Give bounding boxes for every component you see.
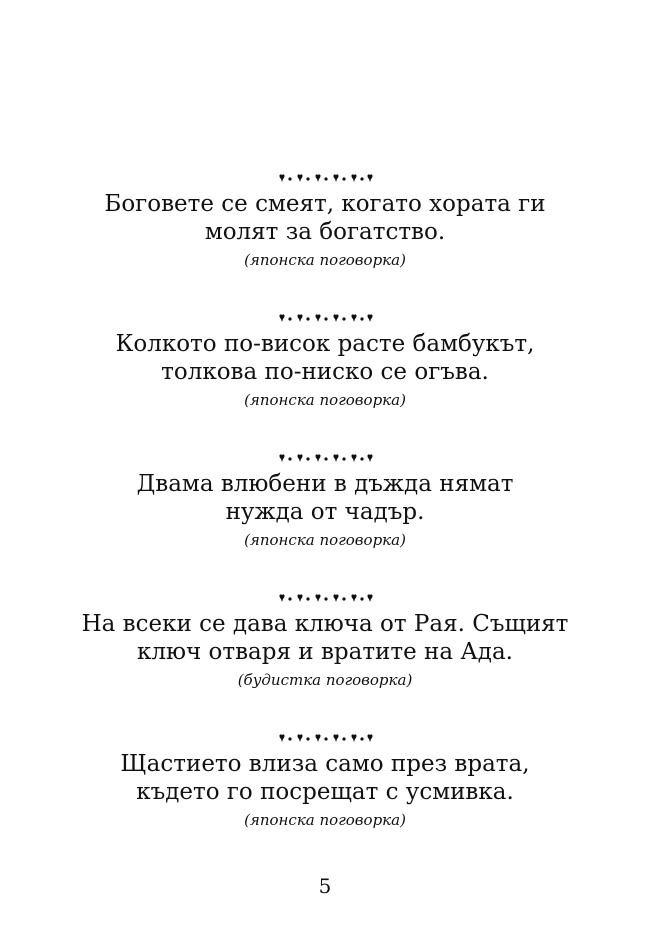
proverb-line: Боговете се смеят, когато хората ги bbox=[104, 191, 546, 217]
proverb-line: толкова по-ниско се огъва. bbox=[161, 359, 489, 385]
proverb-entry bbox=[0, 726, 650, 866]
proverb-entry bbox=[0, 306, 650, 446]
ornament-divider-icon bbox=[0, 166, 650, 190]
proverb-line: молят за богатство. bbox=[204, 219, 446, 245]
proverb-line: ключ отваря и вратите на Ада. bbox=[137, 639, 513, 665]
proverb-text bbox=[0, 330, 650, 386]
proverb-entry bbox=[0, 446, 650, 586]
proverb-text bbox=[0, 610, 650, 666]
ornament-divider-icon bbox=[0, 726, 650, 750]
page-number: 5 bbox=[318, 874, 332, 898]
proverb-line: На всеки се дава ключа от Рая. Същият bbox=[81, 611, 569, 637]
proverbs-list bbox=[0, 166, 650, 866]
proverb-line: Колкото по-висок расте бамбукът, bbox=[115, 331, 535, 357]
proverb-line: където го посрещат с усмивка. bbox=[136, 779, 514, 805]
proverb-text bbox=[0, 750, 650, 806]
ornament-divider-icon bbox=[0, 306, 650, 330]
proverb-entry bbox=[0, 166, 650, 306]
proverb-text bbox=[0, 470, 650, 526]
proverb-source: (японска поговорка) bbox=[244, 251, 406, 269]
proverb-source: (японска поговорка) bbox=[244, 391, 406, 409]
proverb-source: (японска поговорка) bbox=[244, 531, 406, 549]
ornament-divider-icon bbox=[0, 446, 650, 470]
proverb-line: Щастието влиза само през врата, bbox=[120, 751, 530, 777]
proverb-line: Двама влюбени в дъжда нямат bbox=[136, 471, 514, 497]
ornament-divider-icon bbox=[0, 586, 650, 610]
proverb-entry bbox=[0, 586, 650, 726]
proverb-line: нужда от чадър. bbox=[225, 499, 425, 525]
proverb-source: (будистка поговорка) bbox=[237, 671, 413, 689]
proverb-text bbox=[0, 190, 650, 246]
proverb-source: (японска поговорка) bbox=[244, 811, 406, 829]
